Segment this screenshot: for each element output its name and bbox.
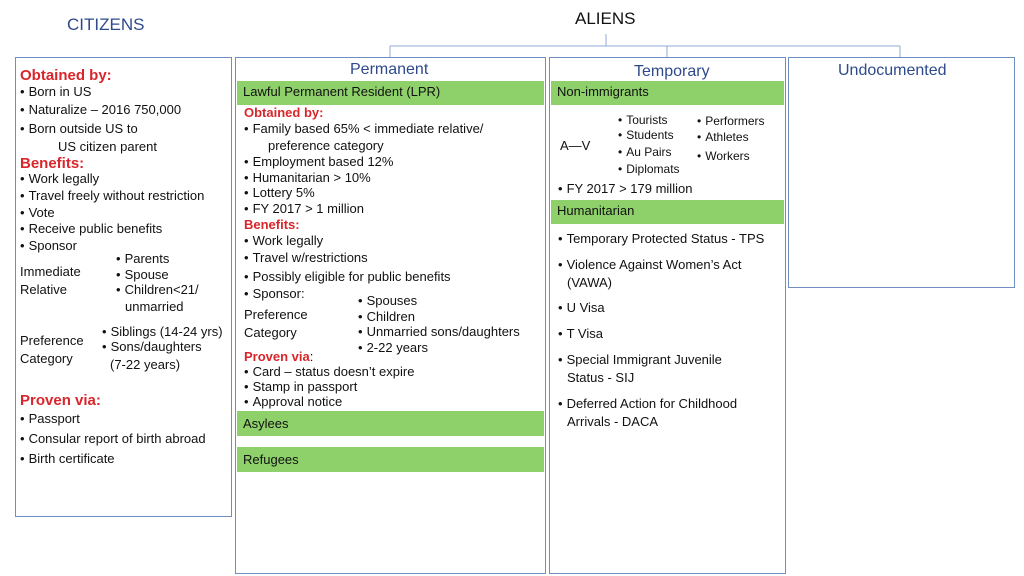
immediate-item: • Children<21/	[116, 282, 199, 298]
lpr-header: Lawful Permanent Resident (LPR)	[237, 81, 544, 105]
permanent-proven-item: • Stamp in passport	[244, 379, 357, 395]
permanent-obtained-item: • Employment based 12%	[244, 154, 393, 170]
av-label: A—V	[560, 138, 591, 153]
permanent-obtained-item: • Humanitarian > 10%	[244, 170, 371, 186]
permanent-title: Permanent	[350, 61, 429, 78]
permanent-benefit-item: • Sponsor:	[244, 286, 305, 302]
immediate-item: • Parents	[116, 251, 169, 267]
permanent-proven-colon: :	[309, 349, 314, 364]
preference-label: Category	[20, 351, 73, 366]
citizens-obtained-item: • Born outside US to	[20, 121, 138, 137]
visa-type: • Athletes	[697, 129, 749, 145]
citizens-proven-item: • Passport	[20, 411, 80, 427]
humanitarian-item-cont: (VAWA)	[567, 275, 613, 290]
immediate-label: Immediate	[20, 264, 81, 279]
humanitarian-item: • Deferred Action for Childhood	[558, 396, 737, 412]
visa-type: • Performers	[697, 113, 765, 129]
permanent-obtained-item: • Family based 65% < immediate relative/	[244, 121, 483, 137]
immediate-item: • Spouse	[116, 267, 169, 283]
humanitarian-item: • Violence Against Women’s Act	[558, 257, 741, 273]
undocumented-box	[788, 57, 1015, 288]
asylees-header: Asylees	[237, 411, 544, 436]
sponsor-item: • Unmarried sons/daughters	[358, 324, 520, 340]
humanitarian-item-cont: Status - SIJ	[567, 370, 635, 385]
permanent-proven-item: • Approval notice	[244, 394, 342, 410]
permanent-benefit-item: • Travel w/restrictions	[244, 250, 368, 266]
citizens-obtained-cont: US citizen parent	[58, 139, 157, 154]
citizens-obtained-item: • Born in US	[20, 84, 91, 100]
citizens-benefit-item: • Work legally	[20, 171, 99, 187]
citizens-benefit-item: • Travel freely without restriction	[20, 188, 204, 204]
humanitarian-header: Humanitarian	[551, 200, 784, 224]
permanent-proven-item: • Card – status doesn’t expire	[244, 364, 414, 380]
humanitarian-item-cont: Arrivals - DACA	[567, 414, 659, 429]
nonimmigrants-header: Non-immigrants	[551, 81, 784, 105]
permanent-obtained-item: • Lottery 5%	[244, 185, 315, 201]
temporary-fy: • FY 2017 > 179 million	[558, 181, 692, 197]
immediate-label: Relative	[20, 282, 67, 297]
sponsor-item: • Spouses	[358, 293, 417, 309]
citizens-obtained-item: • Naturalize – 2016 750,000	[20, 102, 181, 118]
citizens-benefits-title: Benefits:	[20, 155, 85, 172]
permanent-preference-label: Category	[244, 325, 297, 340]
visa-type: • Au Pairs	[618, 144, 672, 160]
citizens-heading: CITIZENS	[67, 15, 145, 34]
citizens-benefit-item: • Vote	[20, 205, 55, 221]
sponsor-item: • Children	[358, 309, 415, 325]
visa-type: • Tourists	[618, 112, 668, 128]
humanitarian-item: • Temporary Protected Status - TPS	[558, 231, 764, 247]
humanitarian-item: • U Visa	[558, 300, 605, 316]
citizens-proven-item: • Birth certificate	[20, 451, 115, 467]
permanent-benefits-title: Benefits:	[244, 217, 300, 232]
visa-type: • Workers	[697, 148, 750, 164]
permanent-obtained-item: • FY 2017 > 1 million	[244, 201, 364, 217]
permanent-obtained-title: Obtained by:	[244, 105, 324, 120]
preference-item: • Sons/daughters	[102, 339, 202, 355]
immediate-cont: unmarried	[125, 299, 184, 314]
preference-label: Preference	[20, 333, 84, 348]
citizens-benefit-item: • Receive public benefits	[20, 221, 162, 237]
permanent-benefit-item: • Work legally	[244, 233, 323, 249]
visa-type: • Students	[618, 127, 674, 143]
citizens-obtained-title: Obtained by:	[20, 67, 112, 84]
preference-cont: (7-22 years)	[110, 357, 181, 372]
humanitarian-item: • T Visa	[558, 326, 603, 342]
aliens-heading: ALIENS	[575, 9, 636, 28]
preference-item: • Siblings (14-24 yrs)	[102, 324, 223, 340]
humanitarian-item: • Special Immigrant Juvenile	[558, 352, 722, 368]
permanent-preference-label: Preference	[244, 307, 308, 322]
visa-type: • Diplomats	[618, 161, 680, 177]
temporary-title: Temporary	[634, 63, 710, 80]
refugees-header: Refugees	[237, 447, 544, 472]
permanent-obtained-cont: preference category	[268, 138, 384, 153]
citizens-proven-item: • Consular report of birth abroad	[20, 431, 206, 447]
citizens-proven-title: Proven via:	[20, 392, 101, 409]
permanent-benefit-item: • Possibly eligible for public benefits	[244, 269, 451, 285]
citizens-benefit-item: • Sponsor	[20, 238, 77, 254]
sponsor-item: • 2-22 years	[358, 340, 428, 356]
permanent-proven-title-text: Proven via	[244, 349, 310, 364]
permanent-proven-title	[244, 349, 313, 365]
undocumented-title: Undocumented	[838, 62, 947, 79]
